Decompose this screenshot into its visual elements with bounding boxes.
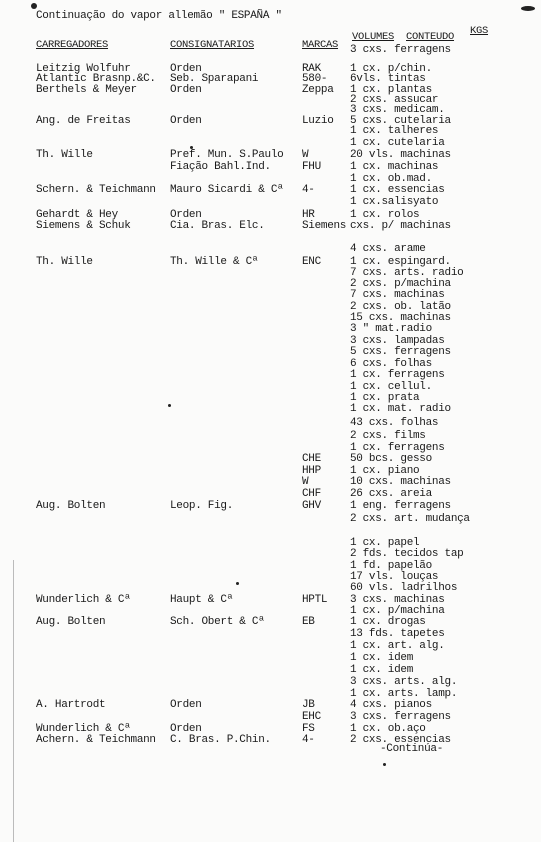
volume-content-cell: 3 cxs. ferragens bbox=[350, 44, 451, 56]
consignee-cell: Orden bbox=[170, 63, 202, 75]
ink-speck bbox=[383, 763, 386, 766]
mark-cell: 580- bbox=[302, 73, 328, 85]
ink-speck bbox=[168, 404, 171, 407]
volume-content-cell: 7 cxs. arts. radio bbox=[350, 267, 464, 279]
mark-cell: 4- bbox=[302, 184, 315, 196]
consignee-cell: Orden bbox=[170, 699, 202, 711]
volume-content-cell: 43 cxs. folhas bbox=[350, 417, 439, 429]
volume-content-cell: 17 vls. louças bbox=[350, 571, 439, 583]
volume-content-cell: 1 cx. prata bbox=[350, 392, 420, 404]
mark-cell: Siemens bbox=[302, 220, 347, 232]
volume-content-cell: 1 eng. ferragens bbox=[350, 500, 451, 512]
header-peso: KGS bbox=[470, 25, 489, 37]
volume-content-cell: cxs. p/ machinas bbox=[350, 220, 451, 232]
mark-cell: RAK bbox=[302, 63, 321, 75]
footer-continua: -Continúa- bbox=[380, 743, 444, 755]
shipper-cell: Siemens & Schuk bbox=[36, 220, 131, 232]
volume-content-cell: 1 cx. essencias bbox=[350, 184, 445, 196]
header-consignatarios: CONSIGNATARIOS bbox=[170, 39, 255, 51]
consignee-cell: C. Bras. P.Chin. bbox=[170, 734, 271, 746]
mark-cell: W bbox=[302, 149, 309, 161]
volume-content-cell: 1 cx. talheres bbox=[350, 125, 439, 137]
ink-speck bbox=[190, 146, 193, 149]
mark-cell: EHC bbox=[302, 711, 321, 723]
volume-content-cell: 1 cx. ferragens bbox=[350, 369, 445, 381]
volume-content-cell: 1 cx. ob.aço bbox=[350, 723, 426, 735]
volume-content-cell: 1 cx. piano bbox=[350, 465, 420, 477]
consignee-cell: Mauro Sicardi & Cª bbox=[170, 184, 284, 196]
ink-speck bbox=[31, 3, 37, 9]
shipper-cell: Ang. de Freitas bbox=[36, 115, 131, 127]
volume-content-cell: 4 cxs. arame bbox=[350, 243, 426, 255]
mark-cell: FHU bbox=[302, 161, 321, 173]
mark-cell: HR bbox=[302, 209, 315, 221]
consignee-cell: Seb. Sparapani bbox=[170, 73, 259, 85]
volume-content-cell: 1 cx. p/chin. bbox=[350, 63, 432, 75]
ink-speck bbox=[521, 6, 535, 11]
volume-content-cell: 1 fd. papelão bbox=[350, 560, 432, 572]
header-volumes: VOLUMES bbox=[352, 31, 395, 43]
ink-speck bbox=[236, 582, 239, 585]
volume-content-cell: 1 cx. arts. lamp. bbox=[350, 688, 458, 700]
mark-cell: JB bbox=[302, 699, 315, 711]
volume-content-cell: 1 cx. idem bbox=[350, 652, 414, 664]
shipper-cell: Aug. Bolten bbox=[36, 500, 106, 512]
shipper-cell: Th. Wille bbox=[36, 256, 93, 268]
volume-content-cell: 1 cx. p/machina bbox=[350, 605, 445, 617]
consignee-cell: Fiação Bahl.Ind. bbox=[170, 161, 271, 173]
shipper-cell: Gehardt & Hey bbox=[36, 209, 118, 221]
volume-content-cell: 3 cxs. machinas bbox=[350, 594, 445, 606]
consignee-cell: Th. Wille & Cª bbox=[170, 256, 259, 268]
volume-content-cell: 2 cxs. assucar bbox=[350, 94, 439, 106]
mark-cell: GHV bbox=[302, 500, 321, 512]
mark-cell: FS bbox=[302, 723, 315, 735]
volume-content-cell: 3 cxs. arts. alg. bbox=[350, 676, 458, 688]
volume-content-cell: 1 cx. cutelaria bbox=[350, 137, 445, 149]
consignee-cell: Orden bbox=[170, 723, 202, 735]
shipper-cell: Achern. & Teichmann bbox=[36, 734, 156, 746]
volume-content-cell: 1 cx. espingard. bbox=[350, 256, 451, 268]
volume-content-cell: 3 cxs. medicam. bbox=[350, 104, 445, 116]
shipper-cell: Wunderlich & Cª bbox=[36, 594, 131, 606]
consignee-cell: Orden bbox=[170, 115, 202, 127]
volume-content-cell: 1 cx.salisyato bbox=[350, 196, 439, 208]
volume-content-cell: 1 cx. machinas bbox=[350, 161, 439, 173]
shipper-cell: Th. Wille bbox=[36, 149, 93, 161]
mark-cell: Zeppa bbox=[302, 84, 334, 96]
volume-content-cell: 26 cxs. areia bbox=[350, 488, 432, 500]
mark-cell: CHE bbox=[302, 453, 321, 465]
volume-content-cell: 13 fds. tapetes bbox=[350, 628, 445, 640]
consignee-cell: Leop. Fig. bbox=[170, 500, 234, 512]
volume-content-cell: 2 cxs. ob. latão bbox=[350, 301, 451, 313]
volume-content-cell: 2 cxs. p/machina bbox=[350, 278, 451, 290]
mark-cell: EB bbox=[302, 616, 315, 628]
volume-content-cell: 3 cxs. lampadas bbox=[350, 335, 445, 347]
volume-content-cell: 1 cx. mat. radio bbox=[350, 403, 451, 415]
volume-content-cell: 6vls. tintas bbox=[350, 73, 426, 85]
volume-content-cell: 5 cxs. cutelaria bbox=[350, 115, 451, 127]
volume-content-cell: 1 cx. ob.mad. bbox=[350, 173, 432, 185]
volume-content-cell: 10 cxs. machinas bbox=[350, 476, 451, 488]
volume-content-cell: 20 vls. machinas bbox=[350, 149, 451, 161]
volume-content-cell: 50 bcs. gesso bbox=[350, 453, 432, 465]
volume-content-cell: 2 fds. tecidos tap bbox=[350, 548, 464, 560]
consignee-cell: Sch. Obert & Cª bbox=[170, 616, 265, 628]
volume-content-cell: 1 cx. plantas bbox=[350, 84, 432, 96]
consignee-cell: Cia. Bras. Elc. bbox=[170, 220, 265, 232]
volume-content-cell: 1 cx. art. alg. bbox=[350, 640, 445, 652]
consignee-cell: Orden bbox=[170, 84, 202, 96]
volume-content-cell: 3 " mat.radio bbox=[350, 323, 432, 335]
volume-content-cell: 1 cx. rolos bbox=[350, 209, 420, 221]
volume-content-cell: 1 cx. idem bbox=[350, 664, 414, 676]
consignee-cell: Orden bbox=[170, 209, 202, 221]
consignee-cell: Haupt & Cª bbox=[170, 594, 234, 606]
shipper-cell: Wunderlich & Cª bbox=[36, 723, 131, 735]
volume-content-cell: 5 cxs. ferragens bbox=[350, 346, 451, 358]
volume-content-cell: 1 cx. cellul. bbox=[350, 381, 432, 393]
mark-cell: ENC bbox=[302, 256, 321, 268]
header-carregadores: CARREGADORES bbox=[36, 39, 109, 51]
shipper-cell: A. Hartrodt bbox=[36, 699, 106, 711]
shipper-cell: Atlantic Brasnp.&C. bbox=[36, 73, 156, 85]
volume-content-cell: 7 cxs. machinas bbox=[350, 289, 445, 301]
volume-content-cell: 1 cx. ferragens bbox=[350, 442, 445, 454]
volume-content-cell: 3 cxs. ferragens bbox=[350, 711, 451, 723]
mark-cell: HHP bbox=[302, 465, 321, 477]
mark-cell: Luzio bbox=[302, 115, 334, 127]
page-edge-line bbox=[13, 560, 14, 842]
volume-content-cell: 2 cxs. films bbox=[350, 430, 426, 442]
header-marcas: MARCAS bbox=[302, 39, 339, 51]
volume-content-cell: 15 cxs. machinas bbox=[350, 312, 451, 324]
volume-content-cell: 2 cxs. art. mudança bbox=[350, 513, 470, 525]
mark-cell: CHF bbox=[302, 488, 321, 500]
volume-content-cell: 2 cxs. essencias bbox=[350, 734, 451, 746]
consignee-cell: Pref. Mun. S.Paulo bbox=[170, 149, 284, 161]
volume-content-cell: 6 cxs. folhas bbox=[350, 358, 432, 370]
volume-content-cell: 1 cx. drogas bbox=[350, 616, 426, 628]
volume-content-cell: 1 cx. papel bbox=[350, 537, 420, 549]
shipper-cell: Aug. Bolten bbox=[36, 616, 106, 628]
volume-content-cell: 60 vls. ladrilhos bbox=[350, 582, 458, 594]
mark-cell: 4- bbox=[302, 734, 315, 746]
document-title: Continuação do vapor allemão " ESPAÑA " bbox=[36, 10, 282, 22]
shipper-cell: Leitzig Wolfuhr bbox=[36, 63, 131, 75]
mark-cell: W bbox=[302, 476, 309, 488]
header-conteudo: CONTEUDO bbox=[406, 31, 455, 43]
shipper-cell: Schern. & Teichmann bbox=[36, 184, 156, 196]
volume-content-cell: 4 cxs. pianos bbox=[350, 699, 432, 711]
mark-cell: HPTL bbox=[302, 594, 328, 606]
shipper-cell: Berthels & Meyer bbox=[36, 84, 137, 96]
